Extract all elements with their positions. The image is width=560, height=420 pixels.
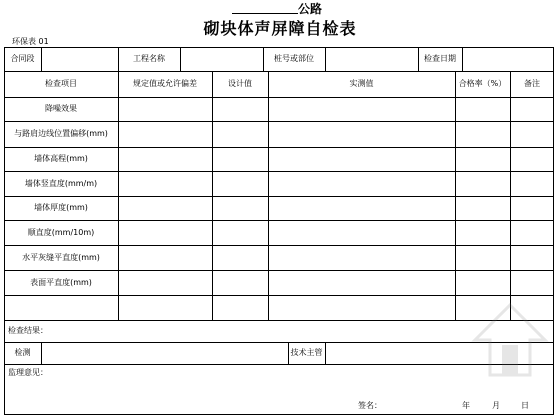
supervisor-label: 监理意见： (8, 368, 48, 377)
header-pass-rate: 合格率（%） (458, 79, 507, 88)
header-measured: 实测值 (349, 79, 374, 88)
table-row-label: 水平灰缝平直度(mm) (22, 252, 100, 262)
table-row-label: 表面平直度(mm) (30, 277, 92, 287)
table-row-label: 与路肩边线位置偏移(mm) (14, 129, 108, 138)
inspector-field[interactable] (41, 342, 288, 364)
table-row-label: 墙体竖直度(mm/m) (24, 178, 98, 188)
table-row-label: 降噪效果 (45, 104, 77, 113)
col-divider (455, 71, 456, 320)
header-design: 设计值 (228, 79, 252, 88)
tech-lead-label: 技术主管 (290, 348, 323, 357)
col-divider (268, 71, 269, 320)
project-field[interactable] (180, 47, 263, 71)
contract-field[interactable] (41, 47, 118, 71)
project-label: 工程名称 (133, 54, 165, 63)
table-row-label: 墙体厚度(mm) (34, 203, 88, 212)
contract-label: 合同段 (10, 54, 35, 63)
station-label: 桩号或部位 (274, 54, 314, 63)
header-spec: 规定值或允许偏差 (133, 79, 197, 88)
table-row-label (4, 295, 118, 320)
road-suffix: 公路 (298, 2, 323, 16)
month-label: 月 (492, 401, 500, 410)
result-label: 检查结果： (8, 326, 48, 335)
form-code: 环保表 01 (12, 37, 49, 46)
header-remarks: 备注 (524, 79, 540, 88)
day-label: 日 (521, 401, 529, 410)
col-divider (118, 71, 119, 320)
header-item: 检查项目 (45, 79, 77, 88)
watermark-icon (470, 300, 550, 400)
title-blank-line (232, 13, 298, 14)
inspector-label: 检测 (14, 348, 31, 357)
col-divider (212, 71, 213, 320)
date-field[interactable] (462, 47, 554, 71)
date-label: 检查日期 (424, 54, 456, 63)
station-field[interactable] (325, 47, 418, 71)
page-title: 砌块体声屏障自检表 (203, 19, 357, 38)
table-row-label: 墙体高程(mm) (34, 154, 88, 163)
table-row-label: 顺直度(mm/10m) (27, 227, 95, 237)
col-divider (510, 71, 511, 320)
sign-label: 签名： (358, 401, 382, 410)
year-label: 年 (462, 401, 470, 410)
